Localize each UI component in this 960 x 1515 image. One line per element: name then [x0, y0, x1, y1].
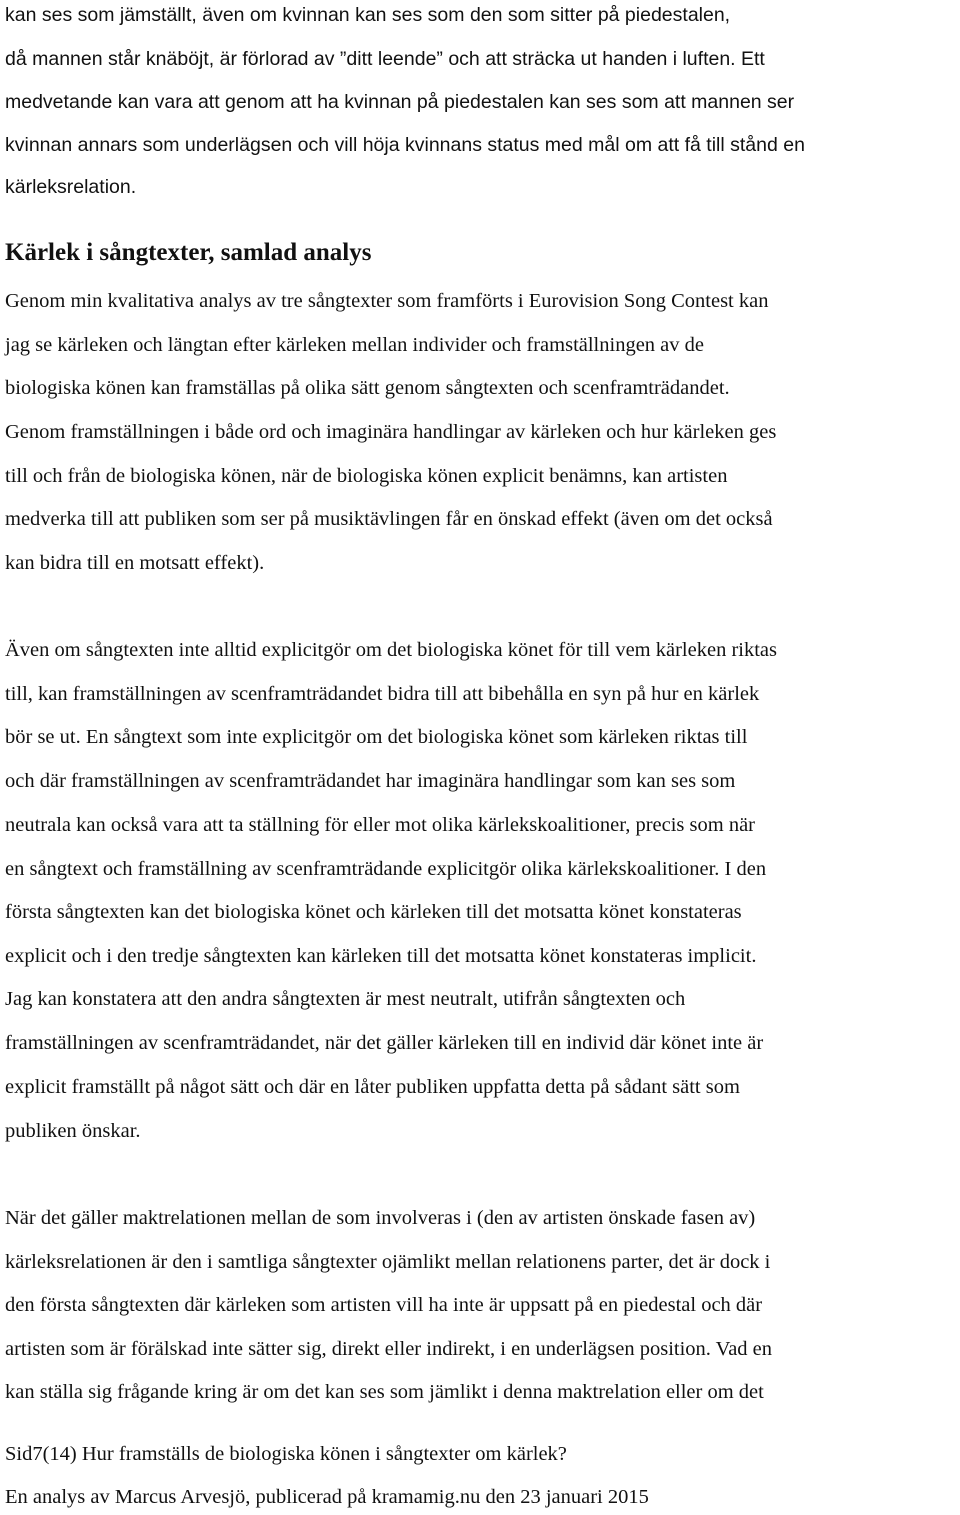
paragraph-line: till och från de biologiska könen, när de biologiska könen explicit benämns, kan artisten — [5, 465, 728, 487]
paragraph-line: bör se ut. En sångtext som inte explicitgör om det biologiska könet som kärleken riktas till — [5, 726, 748, 748]
paragraph-line: till, kan framställningen av scenframträdandet bidra till att bibehålla en syn på hur en kärlek — [5, 683, 760, 705]
paragraph-line: Även om sångtexten inte alltid explicitgör om det biologiska könet för till vem kärleken riktas — [5, 639, 777, 661]
section-heading: Kärlek i sångtexter, samlad analys — [5, 239, 372, 266]
paragraph-line: artisten som är förälskad inte sätter sig, direkt eller indirekt, i en underlägsen position. Vad en — [5, 1338, 773, 1360]
paragraph-line: första sångtexten kan det biologiska könet och kärleken till det motsatta könet konstateras — [5, 901, 742, 923]
paragraph-line: den första sångtexten där kärleken som artisten vill ha inte är uppsatt på en piedestal och där — [5, 1294, 763, 1316]
intro-line: kärleksrelation. — [5, 176, 137, 198]
byline: En analys av Marcus Arvesjö, publicerad på kramamig.nu den 23 januari 2015 — [5, 1486, 649, 1508]
paragraph-line: Jag kan konstatera att den andra sångtexten är mest neutralt, utifrån sångtexten och — [5, 988, 686, 1010]
intro-line: medvetande kan vara att genom att ha kvinnan på piedestalen kan ses som att mannen ser — [5, 91, 795, 113]
paragraph-line: kärleksrelationen är den i samtliga sångtexter ojämlikt mellan relationens parter, det är dock i — [5, 1251, 771, 1273]
paragraph-line: en sångtext och framställning av scenframträdande explicitgör olika kärlekskoalitioner. I den — [5, 858, 767, 880]
intro-line: då mannen står knäböjt, är förlorad av ”ditt leende” och att sträcka ut handen i luften. Ett — [5, 48, 765, 70]
paragraph-line: explicit och i den tredje sångtexten kan kärleken till det motsatta könet konstateras implicit. — [5, 945, 757, 967]
paragraph-line: jag se kärleken och längtan efter kärleken mellan individer och framställningen av de — [5, 334, 704, 356]
paragraph-line: biologiska könen kan framställas på olika sätt genom sångtexten och scenframträdandet. — [5, 377, 730, 399]
paragraph-line: publiken önskar. — [5, 1120, 141, 1142]
paragraph-line: neutrala kan också vara att ta ställning för eller mot olika kärlekskoalitioner, precis som när — [5, 814, 756, 836]
page-number-label: Sid7(14) Hur framställs de biologiska könen i sångtexter om kärlek? — [5, 1443, 567, 1465]
paragraph-line: kan ställa sig frågande kring är om det kan ses som jämlikt i denna maktrelation eller om det — [5, 1381, 764, 1403]
paragraph-line: kan bidra till en motsatt effekt). — [5, 552, 265, 574]
paragraph-line: När det gäller maktrelationen mellan de som involveras i (den av artisten önskade fasen av) — [5, 1207, 756, 1229]
paragraph-line: Genom min kvalitativa analys av tre sångtexter som framförts i Eurovision Song Contest kan — [5, 290, 769, 312]
intro-line: kan ses som jämställt, även om kvinnan kan ses som den som sitter på piedestalen, — [5, 4, 731, 26]
paragraph-line: Genom framställningen i både ord och imaginära handlingar av kärleken och hur kärleken ges — [5, 421, 777, 443]
intro-line: kvinnan annars som underlägsen och vill höja kvinnans status med mål om att få till stånd en — [5, 134, 805, 156]
paragraph-line: framställningen av scenframträdandet, när det gäller kärleken till en individ där könet inte är — [5, 1032, 764, 1054]
paragraph-line: explicit framställt på något sätt och där en låter publiken uppfatta detta på sådant sätt som — [5, 1076, 740, 1098]
paragraph-line: medverka till att publiken som ser på musiktävlingen får en önskad effekt (även om det också — [5, 508, 773, 530]
paragraph-line: och där framställningen av scenframträdandet har imaginära handlingar som kan ses som — [5, 770, 736, 792]
